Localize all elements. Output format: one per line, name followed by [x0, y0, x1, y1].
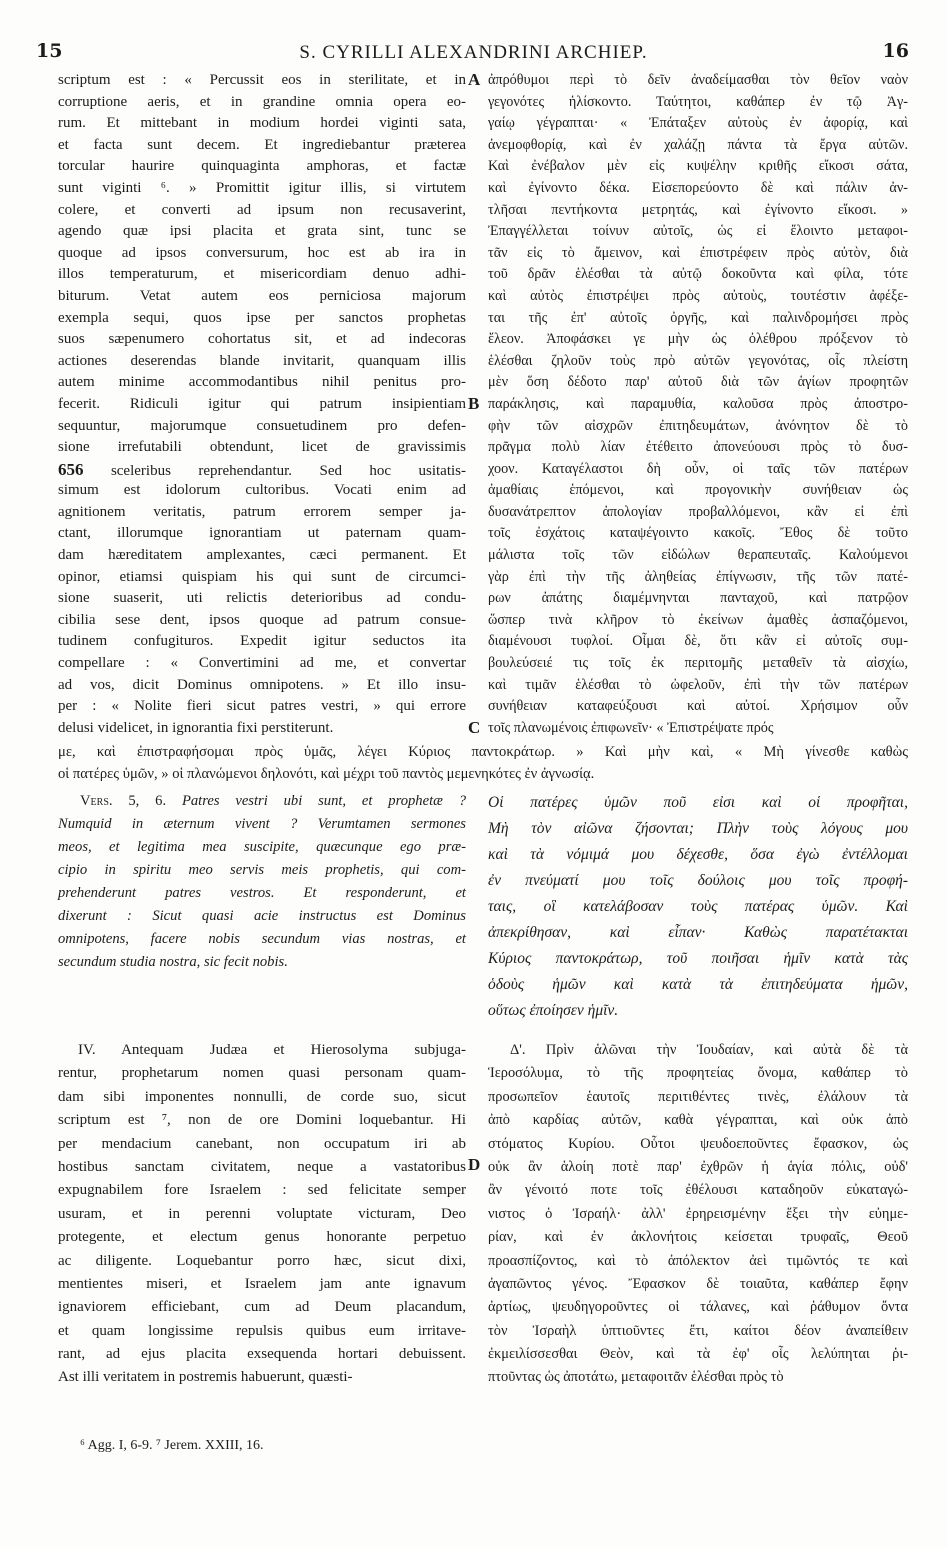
greek-line: καὶ αὐτὸς ἐπιστρέψει πρὸς αὐτοὺς, τουτέστιν ἀφέξε- — [488, 287, 908, 304]
greek-line: πτοῦντας ὡς ἀποτάτω, μεταφοιτᾶν ἑλέσθαι πρὸς τὸ — [488, 1369, 784, 1386]
latin-line: per mendacium canebant, non occupatum iri ab — [58, 1135, 466, 1152]
latin-line: corruptione aeris, et in grandine omnia opera eo- — [58, 93, 466, 110]
latin-line: sione irrefutabili obtendunt, licet de gravissimis — [58, 439, 466, 456]
latin-line: agendo quæ ipsi placita et grata sint, tunc se — [58, 223, 466, 240]
greek-column-top — [488, 70, 908, 739]
greek-line: καὶ τιμᾶν ἑλέσθαι τὸ ὠφελοῦν, ἐπὶ τὴν τῶν πατέρων — [488, 676, 908, 693]
greek-line: ρίαν, καὶ ἐν ἀκλονήτοις κείσεται τρυφαῖς, Θεοῦ — [488, 1229, 908, 1246]
latin-line: rum. Et mittebant in modium hordei viginti sata, — [58, 115, 466, 132]
latin-line-text: sceleribus reprehendantur. Sed hoc usitatis- — [110, 462, 466, 479]
verse-greek-line: ταις, οἳ κατελάβοσαν τοὺς πατέρας ὑμῶν. Καὶ — [488, 898, 908, 915]
latin-line: Ast illi veritatem in postremis habuerunt, quæsti- — [58, 1369, 353, 1386]
greek-line: Ἐπαγγέλλεται τοίνυν αὐτοῖς, ὡς εἰ ἕλοιντο μεταφοι- — [488, 223, 908, 240]
latin-line: suos sæpenumero cohortatus sit, et ad indecoras — [58, 331, 466, 348]
page-header — [0, 0, 947, 72]
greek-cross-line: οἱ πατέρες ὑμῶν, » οἱ πλανώμενοι δηλονότι, καὶ μέχρι τοῦ παντὸς μεμενηκότες ἐν ἀγνωσίᾳ. — [58, 765, 595, 782]
latin-line: dam hæreditatem amplexantes, cæci permanent. Et — [58, 547, 466, 564]
footnotes: ⁶ Agg. I, 6-9. ⁷ Jerem. XXIII, 16. — [80, 1438, 264, 1453]
greek-line: Ἱεροσόλυμα, τὸ τῆς προφητείας ὄνομα, καθάπερ τὸ — [488, 1065, 908, 1082]
greek-line: καὶ ἐγίνοντο δέκα. Εἰσεπορεύοντο δὲ καὶ πάλιν ἀν- — [488, 179, 908, 196]
margin-letter-c: C — [468, 718, 481, 737]
latin-line: agnitionem veritatis, patrum errorem semper ja- — [58, 503, 466, 520]
latin-line: sunt viginti ⁶. » Promittit igitur illis, si virtutem — [58, 179, 466, 196]
latin-line: et facta sunt decem. Et ingrediebantur præterea — [58, 136, 466, 153]
verse-text: Patres vestri ubi sunt, et prophetæ ? — [181, 793, 466, 809]
latin-line: ac diligente. Loquebantur porro hæc, sicut dixi, — [58, 1252, 466, 1269]
greek-line: στόματος Κυρίου. Οὗτοι ψευδοεποῦντες ἔφασκον, ὡς — [488, 1135, 908, 1152]
latin-line: ignaviorem efficiebant, cum ad Deum placandum, — [58, 1299, 466, 1316]
verse-latin-line — [58, 790, 466, 813]
verse-latin-line: meos, et legitima mea suscipite, quæcunque ego præ- — [58, 839, 466, 855]
latin-line: per : « Nolite fieri sicut patres vestri, » qui errore — [58, 698, 466, 715]
verse-latin — [58, 790, 466, 974]
greek-line: ἀρτίως, ψευδηγοροῦντες οἱ τάλανες, καὶ ῥάθυμον ὄντα — [488, 1299, 908, 1316]
greek-line: φὴν τῶν αἰσχρῶν ἐπιτηδευμάτων, ἀνόνητον δὲ τὸ — [488, 417, 908, 434]
greek-line: ἑλέσθαι ζηλοῦν τοὺς πρὸ αὐτῶν γεγονότας, οἷς πλείστη — [488, 352, 908, 369]
greek-line: Καὶ ἐνέβαλον μὲν εἰς κυψέλην κριθῆς εἴκοσι σάτα, — [488, 158, 908, 175]
latin-line: compellare : « Convertimini ad me, et convertar — [58, 655, 466, 672]
greek-line: τοῦ δρᾶν ἑλέσθαι τὰ αὐτῷ δοκοῦντα καὶ φίλα, τότε — [488, 266, 908, 283]
latin-line: expugnabilem fore Israelem : sed felicitate semper — [58, 1182, 466, 1199]
verse-reference: 5, 6. — [128, 793, 167, 809]
greek-line: ἔλεον. Ἀποφάσκει γε μὴν ὡς ὀλέθρου πρόξενον τὸ — [488, 331, 908, 348]
latin-line: biturum. Vetat autem eos perniciosa majorum — [58, 287, 466, 304]
latin-line: sequuntur, majorumque consuetudinem pro defen- — [58, 417, 466, 434]
latin-line: rentur, prophetarum nomen quasi personam quam- — [58, 1065, 466, 1082]
greek-line: τὸν Ἰσραὴλ ὑπτιοῦντες ἔτι, καίτοι δέον ἀναπείθειν — [488, 1322, 908, 1339]
latin-line: tudinem confugituros. Expedit igitur seductos ita — [58, 633, 466, 650]
greek-line: μὲν ὅση δέδοτο παρ' αὐτοῦ διὰ τῶν ἁγίων προφητῶν — [488, 374, 908, 391]
latin-line: protegente, et electum genus honorante perpetuo — [58, 1229, 466, 1246]
verse-latin-line: omnipotens, facere nobis secundum vias nostras, et — [58, 931, 466, 947]
greek-line: ται τῆς ἐπ' αὐτοῖς ὀργῆς, καὶ παλινδρομήσει πρὸς — [488, 309, 908, 326]
greek-line: τοῖς πλανωμένοις ἐπιφωνεῖν· « Ἐπιστρέψατε πρός — [488, 719, 774, 736]
greek-line: ὥσπερ τινὰ κλῆρον τὸ ἐκείνων ἀμαθὲς ἀσπαζόμενοι, — [488, 611, 908, 628]
greek-line: ἐκμειλίσσεσθαι Θεὸν, καὶ τὰ ἐφ' οἷς λελύπηται ῥι- — [488, 1346, 908, 1363]
latin-line: exempla sequi, quos ipse per sanctos prophetas — [58, 309, 466, 326]
greek-line: τοῖς ἐσχάτοις καταψέγοιντο κακοῖς. Ἔθος δὲ τοῦτο — [488, 525, 908, 542]
latin-line: cibilia sese dent, ipsos quoque ad patrum consue- — [58, 611, 466, 628]
latin-line: hostibus sanctam civitatem, neque a vastatoribus — [58, 1158, 466, 1175]
latin-line: mentientes miseri, et Israelem jam ante ignavum — [58, 1275, 466, 1292]
latin-line: torcular haurire quinquaginta amphoras, et factæ — [58, 158, 466, 175]
verse-latin-line: dixerunt : Sicut quasi acie instructus est Dominus — [58, 908, 466, 924]
latin-line: rant, ad ejus placita exsequenda hortari debuissent. — [58, 1346, 466, 1363]
greek-line: τλῆσαι πεντήκοντα μετρητάς, καὶ ἐγίνοντο εἴκοσι. » — [488, 201, 908, 218]
running-title: S. CYRILLI ALEXANDRINI ARCHIEP. — [299, 42, 648, 63]
latin-line: IV. Antequam Judæa et Hierosolyma subjuga- — [78, 1042, 466, 1058]
verse-greek-line: ἐν πνεύματί μου τοῖς δούλοις μου τοῖς προφή- — [488, 872, 908, 889]
greek-line: βουλεύσειέ τις τοῖς ἐκ περιτομῆς μεταθεῖν τὰ αἰσχίω, — [488, 655, 908, 672]
latin-line: et quam longissime repulsis quibus eum irritave- — [58, 1322, 466, 1339]
greek-line: γαίῳ γέγραπται· « Ἐπάταξεν αὐτοὺς ἐν ἀφορίᾳ, καὶ — [488, 115, 908, 132]
greek-cross-line: με, καὶ ἐπιστραφήσομαι πρὸς ὑμᾶς, λέγει Κύριος παντοκράτωρ. » Καὶ μὴν καὶ, « Μὴ γίνεσθε καθὼς — [58, 744, 908, 760]
latin-line: simum est idolorum cultoribus. Vocati enim ad — [58, 482, 466, 499]
margin-letter-b: B — [468, 394, 480, 413]
latin-line: quoque ad ipsos conversurum, hoc est ab ira in — [58, 244, 466, 261]
latin-line: scriptum est ⁷, non de ore Domini loquebantur. Hi — [58, 1112, 466, 1129]
latin-line: ctant, illorumque ignorantiam ut paternam quam- — [58, 525, 466, 542]
greek-line: γὰρ ἐπὶ τὴν τῆς ἀληθείας ἐπίγνωσιν, τῆς τῶν πατέ- — [488, 568, 908, 585]
latin-line: opinor, etiamsi quispiam his qui sunt de circumci- — [58, 568, 466, 585]
latin-line: illos temperaturum, et misericordiam denuo adhi- — [58, 266, 466, 283]
verse-greek-line: ὁδοὺς ἡμῶν καὶ κατὰ τὰ ἐπιτηδεύματα ἡμῶν, — [488, 976, 908, 993]
greek-line: διαμένουσι τυφλοί. Οἶμαι δὲ, ὅτι κἂν εἰ αὐτοῖς συμ- — [488, 633, 908, 650]
verse-greek-line: Κύριος παντοκράτωρ, τοῦ ποιῆσαι ἡμῖν κατὰ τὰς — [488, 950, 908, 967]
greek-line: ἀμαθίαις ἑπόμενοι, καὶ προγονικὴν συνήθειαν ὡς — [488, 482, 908, 499]
latin-line: ad vos, dicit Dominus omnipotens. » Et illo insu- — [58, 676, 466, 693]
greek-line: ἀνεμοφθορίᾳ, καὶ ἐν χαλάζῃ πάντα τὰ ἔργα αὐτῶν. — [488, 136, 908, 153]
latin-line: colere, et converti ad ipsum non recusaverint, — [58, 201, 466, 218]
greek-line: χοον. Καταγέλαστοι δὴ οὖν, οἱ ταῖς τῶν πατέρων — [488, 460, 908, 477]
greek-line: ἀπρόθυμοι περὶ τὸ δεῖν ἀναδείμασθαι τὸν θεῖον ναὸν — [488, 72, 908, 88]
greek-line: προσωπεῖον ἑαυτοῖς περιτιθέντες τινὲς, ἐλάλουν τὰ — [488, 1088, 908, 1105]
verse-greek-line: οὕτως ἐποίησεν ἡμῖν. — [488, 1002, 619, 1019]
latin-line: usuram, et in perenni voluptate victuram, Deo — [58, 1205, 466, 1222]
latin-column-top — [58, 70, 466, 739]
greek-line: ρων ἀπάτης διαμέμνηνται πανταχοῦ, καὶ πατρῷον — [488, 590, 908, 607]
latin-line: dam sibi imponentes nonnulli, de corde suo, sicut — [58, 1088, 466, 1105]
latin-line: delusi videlicet, in ignorantia fixi perstiterunt. — [58, 719, 334, 736]
latin-line: scriptum est : « Percussit eos in sterilitate, et in — [58, 72, 466, 88]
verse-latin-line: prehenderunt patres vestros. Et responderunt, et — [58, 885, 466, 901]
verse-latin-line: Numquid in æternum vivent ? Verumtamen sermones — [58, 816, 466, 832]
latin-line: fecerit. Ridiculi igitur qui patrum insipientiam — [58, 395, 466, 412]
greek-line: ἀγαπῶντος γένος. Ἔφασκον δὲ τοιαῦτα, καθάπερ ἔφην — [488, 1275, 908, 1292]
margin-letter-a: A — [468, 70, 481, 89]
greek-line: δυσανάτρεπτον ἀπολογίαν προβαλλόμενοι, κἂν εἰ ἐπὶ — [488, 503, 908, 520]
greek-line: ἂν γένοιτό ποτε τοῖς ἐθέλουσι καταδηοῦν εὐκαταγώ- — [488, 1182, 908, 1199]
greek-line: προασπίζοντος, καὶ τὸ ἀπόλεκτον ἀεὶ τιμῶντός τε καὶ — [488, 1252, 908, 1269]
greek-line: οὐκ ἂν ἁλοίη ποτὲ παρ' ἐχθρῶν ἡ ἁγία πόλις, οὐδ' — [488, 1158, 908, 1175]
latin-line: actiones deserendas blande invitarit, quanquam illis — [58, 352, 466, 369]
greek-line: νιστος ὁ Ἰσραήλ· ἀλλ' ἐρηρεισμένην ἕξει τὴν εὐημε- — [488, 1205, 908, 1222]
greek-line: παράκλησις, καὶ παραμυθία, καλοῦσα πρὸς ἀποστρο- — [488, 395, 908, 412]
inline-page-number: 656 — [58, 459, 84, 479]
verse-greek-line: καὶ τὰ νόμιμά μου δέχεσθε, ὅσα ἐγὼ ἐντέλλομαι — [488, 846, 908, 863]
verse-greek-line: Μὴ τὸν αἰῶνα ζήσονται; Πλὴν τοὺς λόγους μου — [488, 820, 908, 837]
greek-full-width-lines — [58, 742, 908, 785]
verse-latin-line: cipio in spiritu meo servis meis prophetis, qui com- — [58, 862, 466, 878]
greek-line: πρᾶγμα πολὺ λίαν ἐτέθειτο ἀπονεύουσι πρὸς τὸ δυσ- — [488, 439, 908, 456]
greek-line: τᾶν εἰς τὸ ἄμεινον, καὶ ἐπιστρέφειν πρὸς αὐτὸν, διὰ — [488, 244, 908, 261]
verse-greek — [488, 790, 908, 1024]
verse-latin-line: secundum studia nostra, sic fecit nobis. — [58, 954, 288, 970]
verse-greek-line: ἀπεκρίθησαν, καὶ εἶπαν· Καθὼς παρατέτακται — [488, 924, 908, 941]
greek-line: γεγονότες ἡλίσκοντο. Ταύτητοι, καθάπερ ἐν τῷ Ἀγ- — [488, 93, 908, 110]
verse-greek-line: Οἱ πατέρες ὑμῶν ποῦ εἰσι καὶ οἱ προφῆται, — [488, 794, 908, 811]
greek-line: ἀπὸ καρδίας αὐτῶν, καθὰ γέγραπται, καὶ οὐκ ἀπὸ — [488, 1112, 908, 1129]
verse-label: Vers. — [80, 793, 113, 809]
margin-letter-d: D — [468, 1155, 481, 1174]
greek-line: μάλιστα τοῖς τῶν εἰδώλων θεραπευταῖς. Καλούμενοι — [488, 547, 908, 564]
greek-line: συνήθειαν καταφεύξουσι καὶ αὐτοί. Χρήσιμον οὖν — [488, 698, 908, 715]
page-number-left: 15 — [36, 40, 63, 62]
greek-line: Δ'. Πρὶν ἁλῶναι τὴν Ἰουδαίαν, καὶ αὐτὰ δὲ τὰ — [510, 1042, 908, 1058]
latin-line: sione suaserit, uti relictis deterioribus ad condu- — [58, 590, 466, 607]
latin-line: autem minime accommodantibus nihil penitus pro- — [58, 374, 466, 391]
greek-paragraph-delta — [488, 1039, 908, 1390]
latin-line — [58, 459, 466, 481]
latin-paragraph-iv — [58, 1039, 466, 1390]
page-number-right: 16 — [882, 40, 909, 62]
